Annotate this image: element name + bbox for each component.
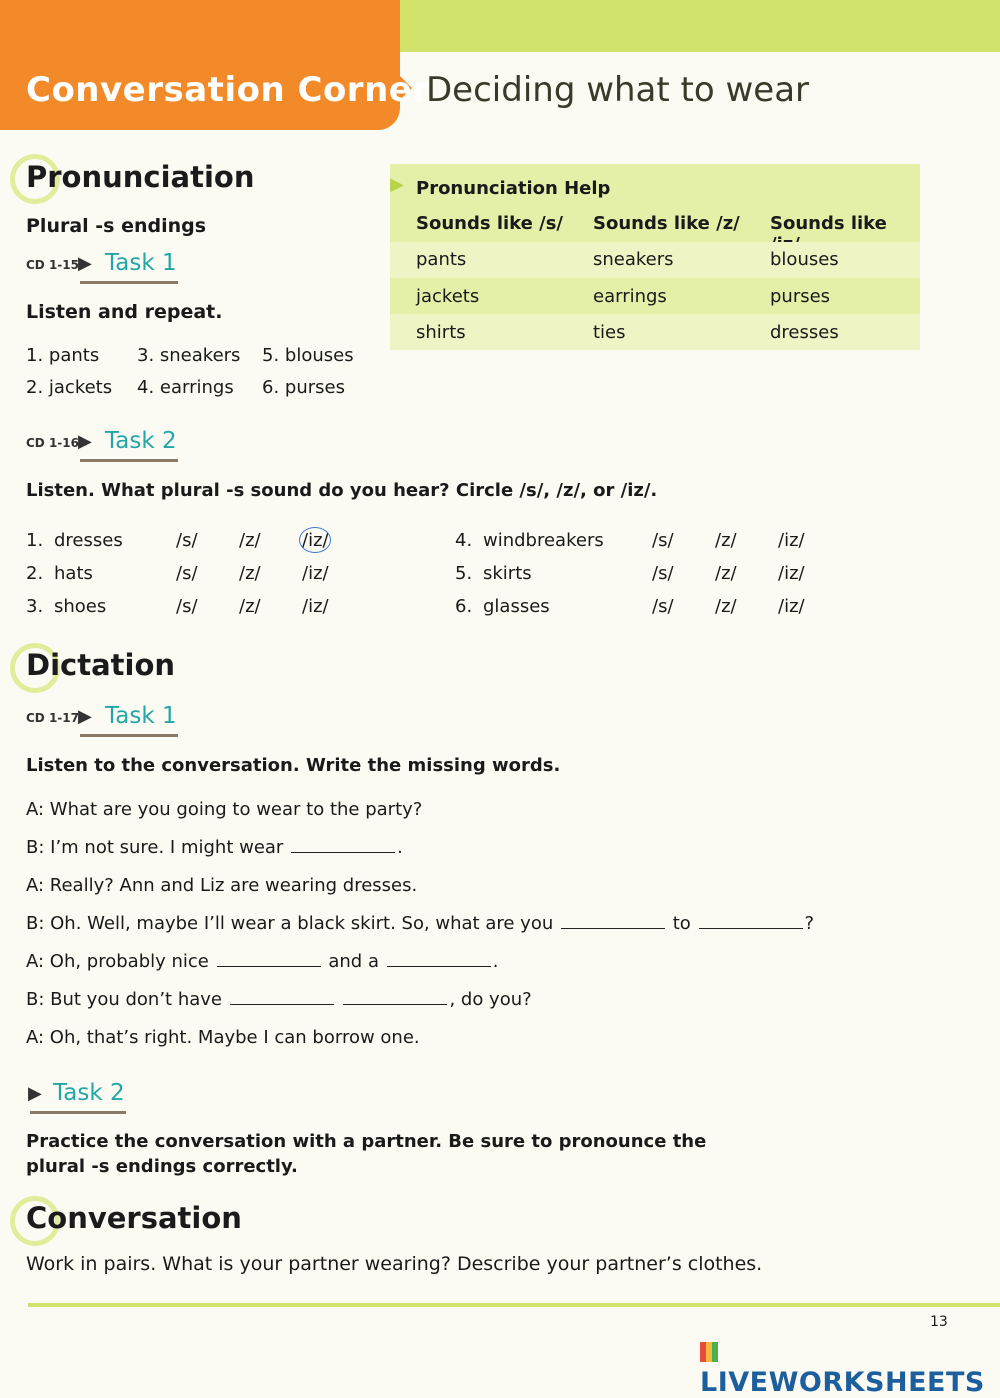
dialogue-line: B: I’m not sure. I might wear .: [26, 837, 403, 858]
play-icon: ▶: [78, 253, 92, 274]
header-stripe: [400, 0, 1000, 52]
option-iz[interactable]: /iz/: [778, 530, 805, 551]
item-number: 3.: [26, 596, 44, 617]
help-cell: dresses: [770, 322, 839, 343]
answer-blank[interactable]: [387, 965, 491, 967]
task-label: Task 2: [53, 1080, 125, 1106]
option-z[interactable]: /z/: [239, 530, 261, 551]
item-word: shoes: [54, 596, 107, 617]
option-s[interactable]: /s/: [176, 596, 198, 617]
dictation-title: Dictation: [26, 648, 176, 682]
help-header-row: [390, 206, 920, 242]
task-instruction: Listen and repeat.: [26, 301, 223, 323]
play-icon: ▶: [28, 1083, 42, 1104]
help-header: Sounds like /z/: [593, 213, 740, 234]
item-number: 2.: [26, 563, 44, 584]
item-number: 5.: [455, 563, 473, 584]
option-iz-circled[interactable]: /iz/: [302, 530, 329, 551]
word-item: 4. earrings: [137, 377, 234, 398]
help-header: Sounds like: [770, 213, 887, 234]
conversation-title: Conversation: [26, 1201, 242, 1235]
item-word: windbreakers: [483, 530, 604, 551]
header-subtitle: Deciding what to wear: [426, 70, 810, 110]
brand-logo-icon: [700, 1342, 718, 1362]
play-icon: ▶: [78, 431, 92, 452]
answer-blank[interactable]: [217, 965, 321, 967]
word-item: 3. sneakers: [137, 345, 241, 366]
option-z[interactable]: /z/: [239, 596, 261, 617]
option-iz[interactable]: /iz/: [778, 596, 805, 617]
option-s[interactable]: /s/: [176, 530, 198, 551]
help-row: [390, 278, 920, 314]
item-number: 6.: [455, 596, 473, 617]
help-header: Sounds like /s/: [416, 213, 563, 234]
dialogue-line: A: Oh, that’s right. Maybe I can borrow one.: [26, 1027, 420, 1048]
task-underline: [80, 459, 178, 462]
conversation-instruction: Work in pairs. What is your partner wearing? Describe your partner’s clothes.: [26, 1253, 763, 1275]
play-icon: ▶: [78, 706, 92, 727]
dialogue-line: B: Oh. Well, maybe I’ll wear a black skirt. So, what are you to ?: [26, 913, 815, 934]
option-z[interactable]: /z/: [239, 563, 261, 584]
item-word: hats: [54, 563, 93, 584]
option-s[interactable]: /s/: [652, 530, 674, 551]
answer-blank[interactable]: [291, 851, 395, 853]
option-s[interactable]: /s/: [652, 596, 674, 617]
liveworksheets-logo: LIVEWORKSHEETS: [700, 1336, 1000, 1398]
header-title: Conversation Corner: [26, 70, 430, 110]
help-cell: earrings: [593, 286, 667, 307]
task-underline: [30, 1111, 126, 1114]
item-word: dresses: [54, 530, 123, 551]
item-number: 4.: [455, 530, 473, 551]
help-cell: purses: [770, 286, 831, 307]
word-item: 1. pants: [26, 345, 100, 366]
task-label: Task 1: [105, 703, 177, 729]
word-item: 6. purses: [262, 377, 345, 398]
item-word: skirts: [483, 563, 532, 584]
word-item: 2. jackets: [26, 377, 113, 398]
help-row: [390, 314, 920, 350]
answer-blank[interactable]: [230, 1003, 334, 1005]
option-iz[interactable]: /iz/: [302, 563, 329, 584]
dialogue-line: A: Really? Ann and Liz are wearing dresses.: [26, 875, 418, 896]
option-s[interactable]: /s/: [176, 563, 198, 584]
task-label: Task 1: [105, 250, 177, 276]
task-label: Task 2: [105, 428, 177, 454]
answer-blank[interactable]: [343, 1003, 447, 1005]
option-z[interactable]: /z/: [715, 563, 737, 584]
option-iz[interactable]: /iz/: [302, 596, 329, 617]
option-z[interactable]: /z/: [715, 530, 737, 551]
help-title-row: [390, 166, 920, 202]
circle-mark-icon: [299, 527, 331, 553]
option-iz[interactable]: /iz/: [778, 563, 805, 584]
cd-track-label: CD 1-15: [26, 258, 79, 272]
help-cell: blouses: [770, 249, 839, 270]
dialogue-line: A: What are you going to wear to the party?: [26, 799, 423, 820]
play-icon: ▶: [390, 174, 404, 195]
header-banner: [0, 0, 400, 130]
task-underline: [80, 734, 178, 737]
task-instruction: Listen. What plural -s sound do you hear? Circle /s/, /z/, or /iz/.: [26, 480, 658, 501]
pronunciation-subtitle: Plural -s endings: [26, 215, 207, 237]
option-z[interactable]: /z/: [715, 596, 737, 617]
help-row: [390, 242, 920, 278]
help-cell: pants: [416, 249, 467, 270]
cd-track-label: CD 1-16: [26, 436, 79, 450]
cd-track-label: CD 1-17: [26, 711, 79, 725]
task-underline: [80, 281, 178, 284]
answer-blank[interactable]: [561, 927, 665, 929]
help-title: Pronunciation Help: [416, 178, 611, 199]
help-cell: sneakers: [593, 249, 674, 270]
option-s[interactable]: /s/: [652, 563, 674, 584]
help-cell: jackets: [416, 286, 480, 307]
task-instruction: Practice the conversation with a partner. Be sure to pronounce the: [26, 1131, 707, 1152]
footer-divider: [28, 1303, 1000, 1307]
item-word: glasses: [483, 596, 550, 617]
task-instruction: Listen to the conversation. Write the missing words.: [26, 755, 561, 776]
word-item: 5. blouses: [262, 345, 354, 366]
item-number: 1.: [26, 530, 44, 551]
pronunciation-title: Pronunciation: [26, 160, 255, 194]
answer-blank[interactable]: [699, 927, 803, 929]
dialogue-line: B: But you don’t have , do you?: [26, 989, 532, 1010]
help-cell: ties: [593, 322, 626, 343]
pronunciation-help-box: [390, 164, 920, 350]
task-instruction: plural -s endings correctly.: [26, 1156, 298, 1177]
dialogue-line: A: Oh, probably nice and a .: [26, 951, 499, 972]
help-cell: shirts: [416, 322, 466, 343]
page-number: 13: [930, 1314, 948, 1330]
